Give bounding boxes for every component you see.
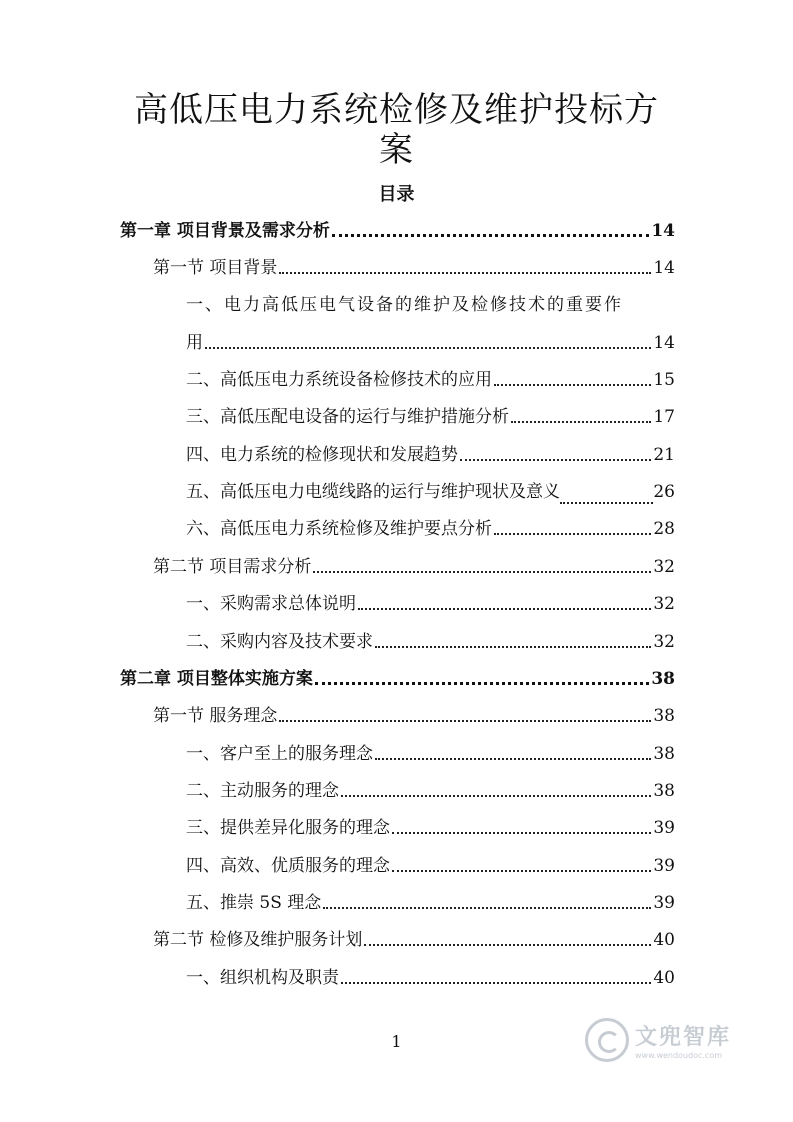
toc-entry-page: 38 — [653, 706, 675, 726]
toc-entry-item[interactable] — [186, 480, 675, 504]
toc-entry-page: 32 — [653, 594, 675, 614]
leader-dots — [494, 384, 651, 386]
toc-entry-label: 第二节 检修及维护服务计划 — [153, 930, 363, 950]
toc-entry-page: 14 — [651, 221, 675, 241]
document-title — [0, 90, 793, 170]
toc-entry-label: 第一节 项目背景 — [153, 258, 278, 278]
toc-entry-section[interactable] — [153, 256, 675, 280]
toc-entry-label: 三、高低压配电设备的运行与维护措施分析 — [186, 407, 509, 427]
title-line-2: 案 — [379, 130, 414, 170]
toc-entry-label: 四、高效、优质服务的理念 — [186, 856, 390, 876]
toc-entry-label: 一、客户至上的服务理念 — [186, 744, 373, 764]
toc-entry-page: 28 — [653, 519, 675, 539]
leader-dots — [375, 758, 651, 760]
leader-dots — [560, 502, 653, 504]
leader-dots — [323, 907, 651, 909]
leader-dots — [313, 571, 651, 573]
toc-entry-page: 40 — [653, 968, 675, 988]
title-line-1: 高低压电力系统检修及维护投标方 — [134, 90, 659, 130]
toc-entry-page: 38 — [653, 781, 675, 801]
toc-entry-item[interactable] — [186, 630, 675, 654]
toc-entry-page: 39 — [653, 856, 675, 876]
toc-entry-label: 第二章 项目整体实施方案 — [120, 669, 313, 689]
toc-entry-label: 第一章 项目背景及需求分析 — [120, 221, 330, 241]
leader-dots — [315, 682, 649, 685]
toc-entry-item[interactable] — [186, 592, 675, 616]
toc-entry-chapter-2[interactable] — [120, 667, 675, 691]
leader-dots — [392, 832, 651, 834]
toc-entry-page: 39 — [653, 818, 675, 838]
toc-entry-item[interactable] — [186, 854, 675, 878]
toc-entry-label: 四、电力系统的检修现状和发展趋势 — [186, 445, 458, 465]
toc-entry-label: 二、主动服务的理念 — [186, 781, 339, 801]
toc-entry-label: 五、高低压电力电缆线路的运行与维护现状及意义 — [186, 482, 560, 502]
toc-entry-label: 一、组织机构及职责 — [186, 968, 339, 988]
watermark — [585, 1018, 731, 1062]
toc-entry-item[interactable] — [186, 891, 675, 915]
toc-entry-page: 21 — [653, 445, 675, 465]
page-number: 1 — [391, 1032, 402, 1051]
toc-entry-page: 32 — [653, 557, 675, 577]
toc-entry-item[interactable] — [186, 517, 675, 541]
watermark-name: 文兜智库 — [635, 1025, 732, 1050]
leader-dots — [364, 944, 651, 946]
toc-entry-label: 二、高低压电力系统设备检修技术的应用 — [186, 370, 492, 390]
toc-entry-label: 用 — [186, 333, 203, 353]
leader-dots — [511, 421, 651, 423]
toc-entry-page: 17 — [653, 407, 675, 427]
toc-entry-page: 39 — [653, 893, 675, 913]
toc-entry-label-wrapped[interactable]: 一、电力高低压电气设备的维护及检修技术的重要作 — [186, 295, 623, 315]
toc-entry-item[interactable] — [186, 443, 675, 467]
toc-entry-page: 38 — [653, 744, 675, 764]
watermark-url: www.wendoudoc.com — [635, 1051, 723, 1060]
toc-entry-item[interactable] — [186, 405, 675, 429]
toc-entry-item[interactable] — [186, 742, 675, 766]
toc-entry-section[interactable] — [153, 928, 675, 952]
leader-dots — [358, 608, 651, 610]
toc-entry-label: 第一节 服务理念 — [153, 706, 278, 726]
toc-entry-label: 五、推崇 5S 理念 — [186, 893, 322, 913]
toc-entry-item[interactable] — [186, 368, 675, 392]
toc-entry-page: 40 — [653, 930, 675, 950]
leader-dots — [460, 459, 651, 461]
leader-dots — [205, 347, 651, 349]
toc-entry-item[interactable] — [186, 331, 675, 355]
toc-entry-page: 14 — [653, 258, 675, 278]
toc-entry-label: 第二节 项目需求分析 — [153, 557, 312, 577]
toc-entry-page: 26 — [653, 482, 675, 502]
toc-entry-page: 32 — [653, 632, 675, 652]
toc-entry-label: 一、采购需求总体说明 — [186, 594, 356, 614]
toc-entry-page: 15 — [653, 370, 675, 390]
toc-entry-label: 三、提供差异化服务的理念 — [186, 818, 390, 838]
watermark-logo-icon — [585, 1018, 629, 1062]
toc-entry-page: 38 — [651, 669, 675, 689]
toc-entry-item[interactable] — [186, 966, 675, 990]
toc-entry-item[interactable] — [186, 816, 675, 840]
leader-dots — [279, 272, 651, 274]
toc-entry-label: 二、采购内容及技术要求 — [186, 632, 373, 652]
leader-dots — [341, 982, 651, 984]
leader-dots — [332, 234, 649, 237]
leader-dots — [494, 533, 651, 535]
toc-entry-page: 14 — [653, 333, 675, 353]
toc-entry-item[interactable] — [186, 779, 675, 803]
leader-dots — [392, 870, 651, 872]
leader-dots — [375, 646, 651, 648]
leader-dots — [341, 795, 651, 797]
toc-heading: 目录 — [378, 184, 415, 205]
watermark-text — [635, 1020, 731, 1060]
toc-entry-section[interactable] — [153, 555, 675, 579]
toc-entry-section[interactable] — [153, 704, 675, 728]
toc-entry-label: 六、高低压电力系统检修及维护要点分析 — [186, 519, 492, 539]
toc-entry-chapter-1[interactable] — [120, 219, 675, 243]
leader-dots — [279, 720, 651, 722]
